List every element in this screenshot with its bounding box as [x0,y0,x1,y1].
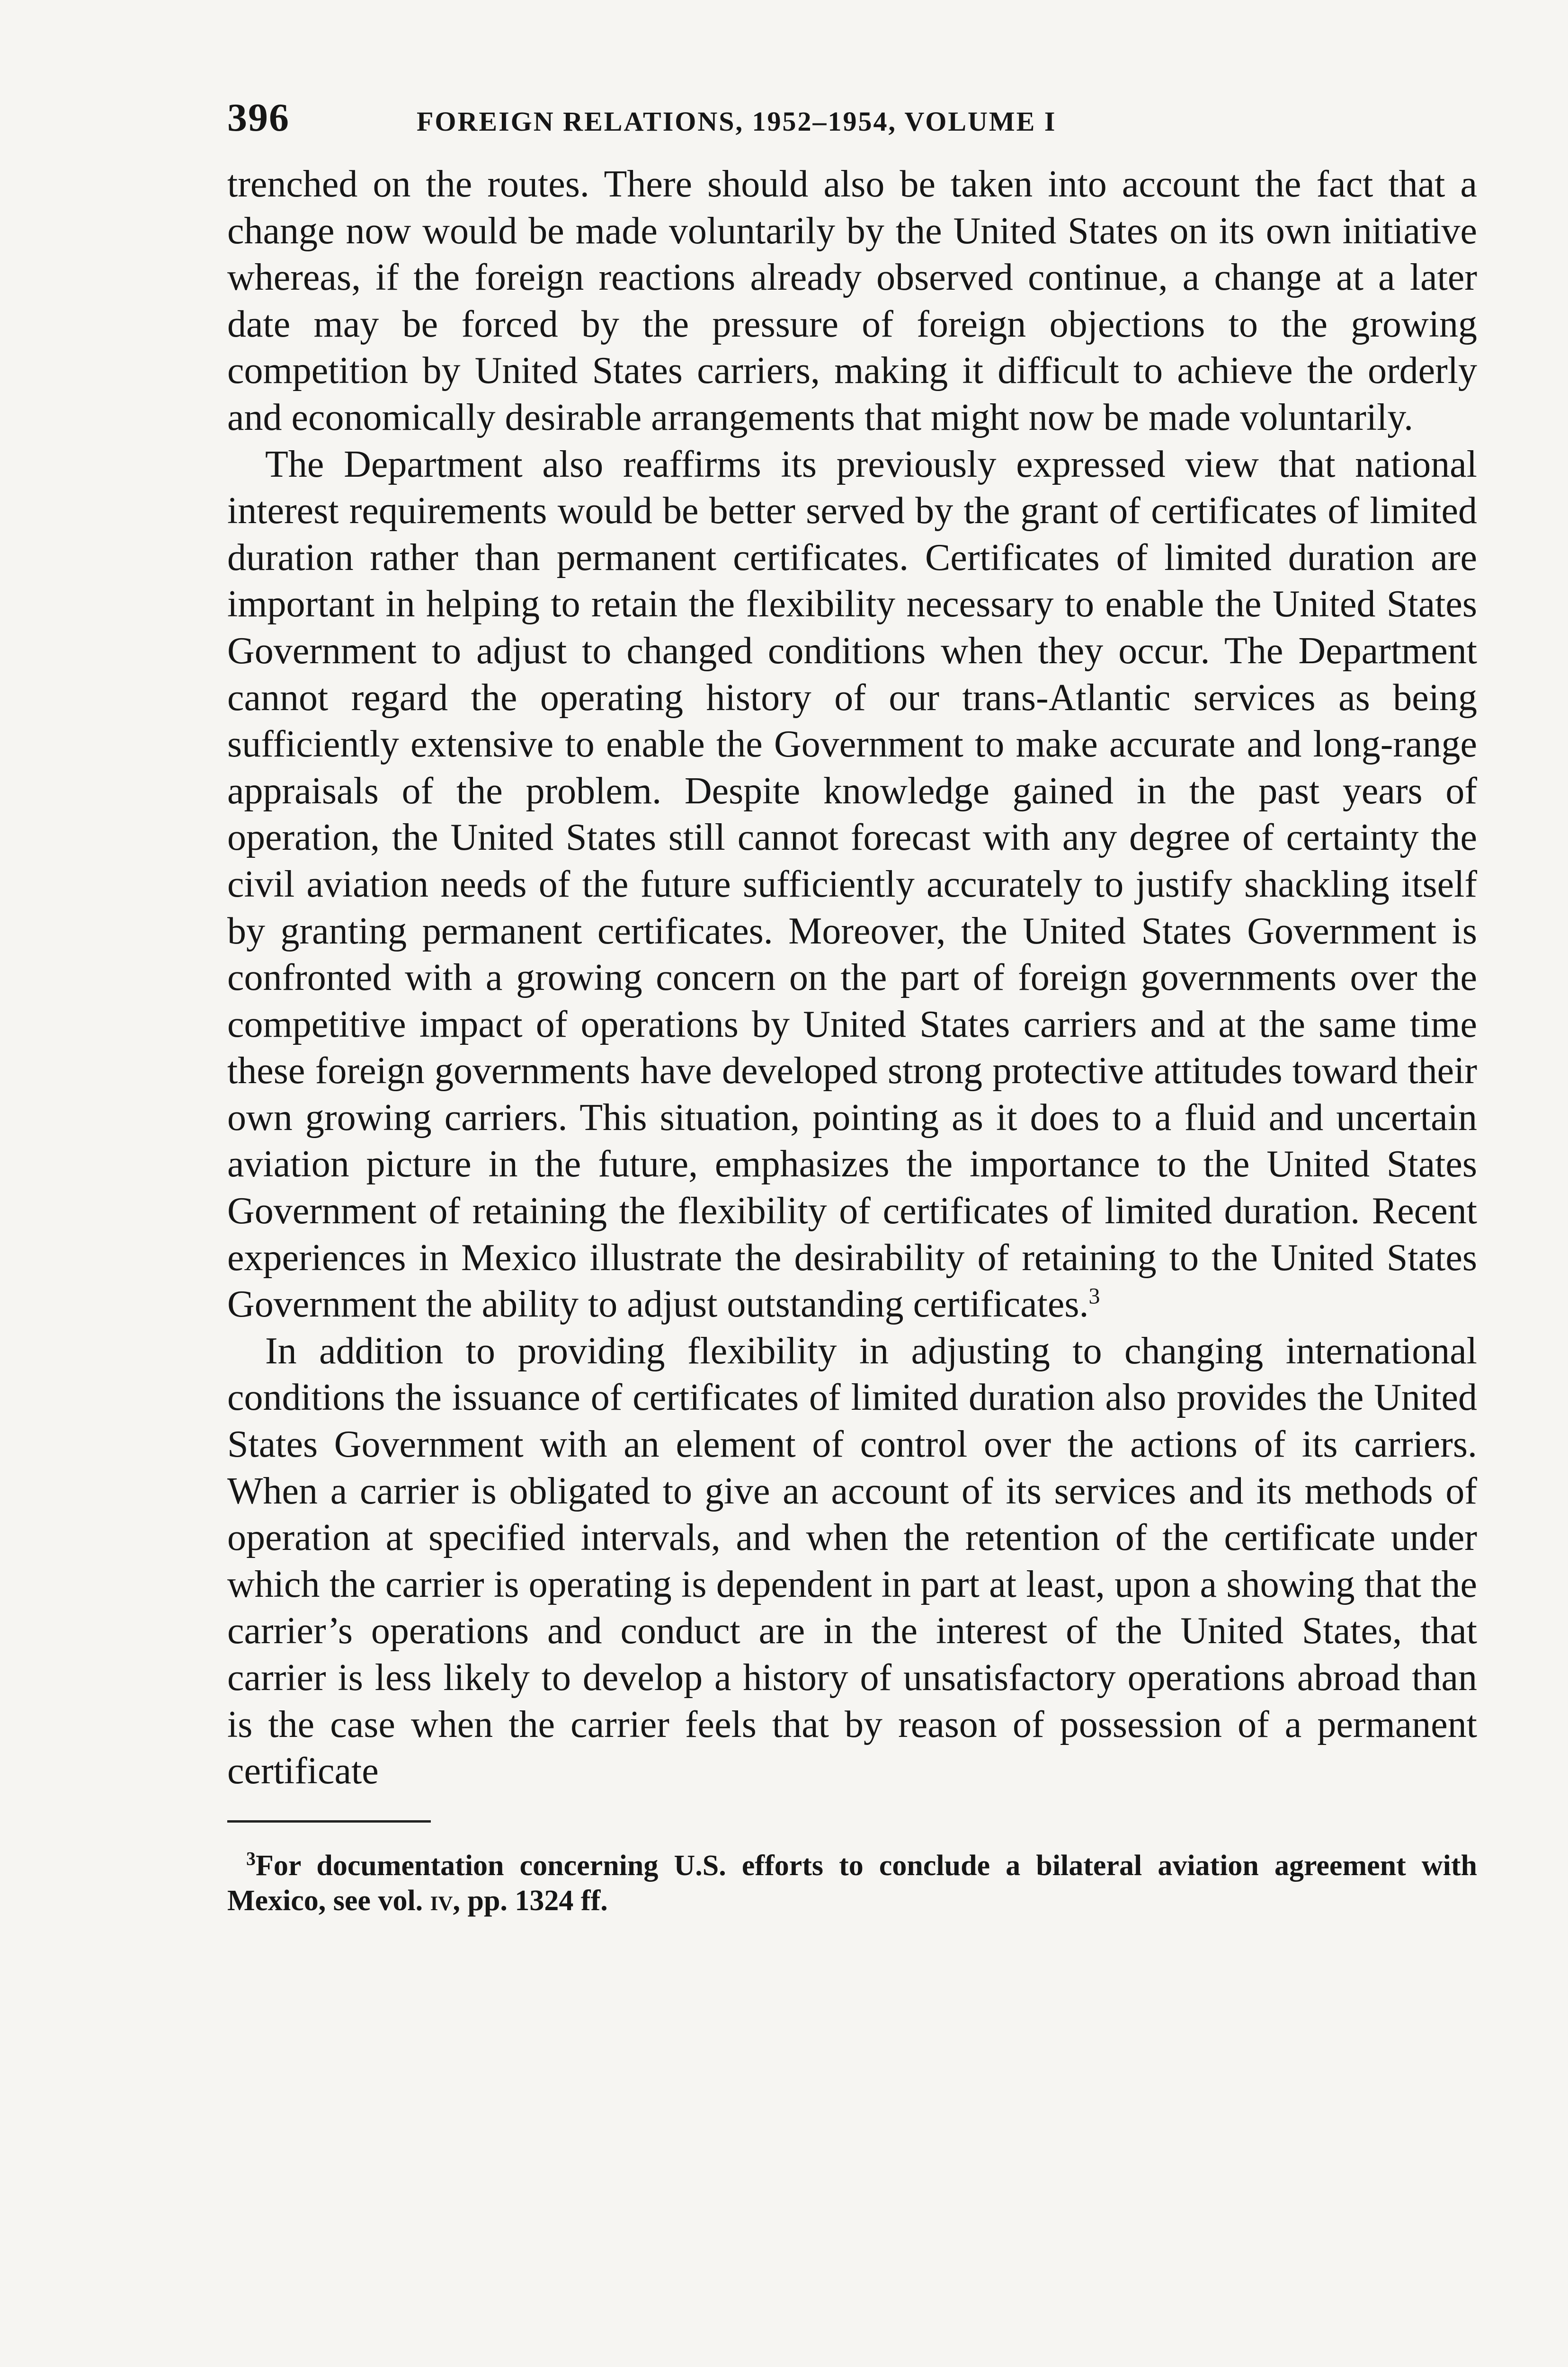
footnote-volume: iv [430,1884,453,1917]
paragraph-continuation [227,161,1477,441]
paragraph-text: trenched on the routes. There should also be taken into account the fact that a change now would be made voluntarily by the United States on its own initiative whereas, if the foreign reactions already observed continue, a change at a later date may be forced by the pressure of foreign objections to the growing competition by United States carriers, making it difficult to achieve the orderly and economically desirable arrangements that might now be made voluntarily. [227,163,1477,438]
page-number: 396 [227,96,290,140]
footnote-reference[interactable]: 3 [1088,1283,1100,1309]
footnote-mark: 3 [246,1848,256,1869]
page-header [227,95,1477,161]
footnote [227,1848,1477,1918]
paragraph-text: The Department also reaffirms its previously expressed view that national interest requirements would be better served by the grant of certificates of limited duration rather than permanent certificates. Certificates of limited duration are important in helping to retain the flexibility necessary to enable the United States Government to adjust to changed conditions when they occur. The Department cannot regard the operating history of our trans-Atlantic services as being sufficiently extensive to enable the Government to make accurate and long-range appraisals of the problem. Despite knowledge gained in the past years of operation, the United States still cannot forecast with any degree of certainty the civil aviation needs of the future sufficiently accurately to justify shackling itself by granting permanent certificates. Moreover, the United States Government is confronted with a growing concern on the part of foreign governments over the competitive impact of operations by United States carriers and at the same time these foreign governments have developed strong protective attitudes toward their own growing carriers. This situation, pointing as it does to a fluid and uncertain aviation picture in the future, emphasizes the importance to the United States Government of retaining the flexibility of certificates of limited duration. Recent experiences in Mexico illustrate the desirability of retaining to the United States Government the ability to adjust outstanding certificates. [227,443,1477,1326]
body-text [227,161,1477,1795]
footnote-text-before: For documentation concerning U.S. efforts to conclude a bilateral aviation agreement with Mexico, see vol. [227,1849,1477,1917]
footnote-divider [227,1820,431,1823]
running-head: FOREIGN RELATIONS, 1952–1954, VOLUME I [417,106,1057,137]
footnote-text-after: , pp. 1324 ff. [453,1884,608,1917]
paragraph-department-view [227,441,1477,1328]
paragraph-control-element [227,1328,1477,1795]
document-page [227,95,1477,1918]
paragraph-text: In addition to providing flexibility in adjusting to changing international conditions the issuance of certificates of limited duration also provides the United States Government with an element of control over the actions of its carriers. When a carrier is obligated to give an account of its services and its methods of operation at specified intervals, and when the retention of the certificate under which the carrier is operating is dependent in part at least, upon a showing that the carrier’s operations and conduct are in the interest of the United States, that carrier is less likely to develop a history of unsatisfactory operations abroad than is the case when the carrier feels that by reason of possession of a permanent certificate [227,1330,1477,1792]
